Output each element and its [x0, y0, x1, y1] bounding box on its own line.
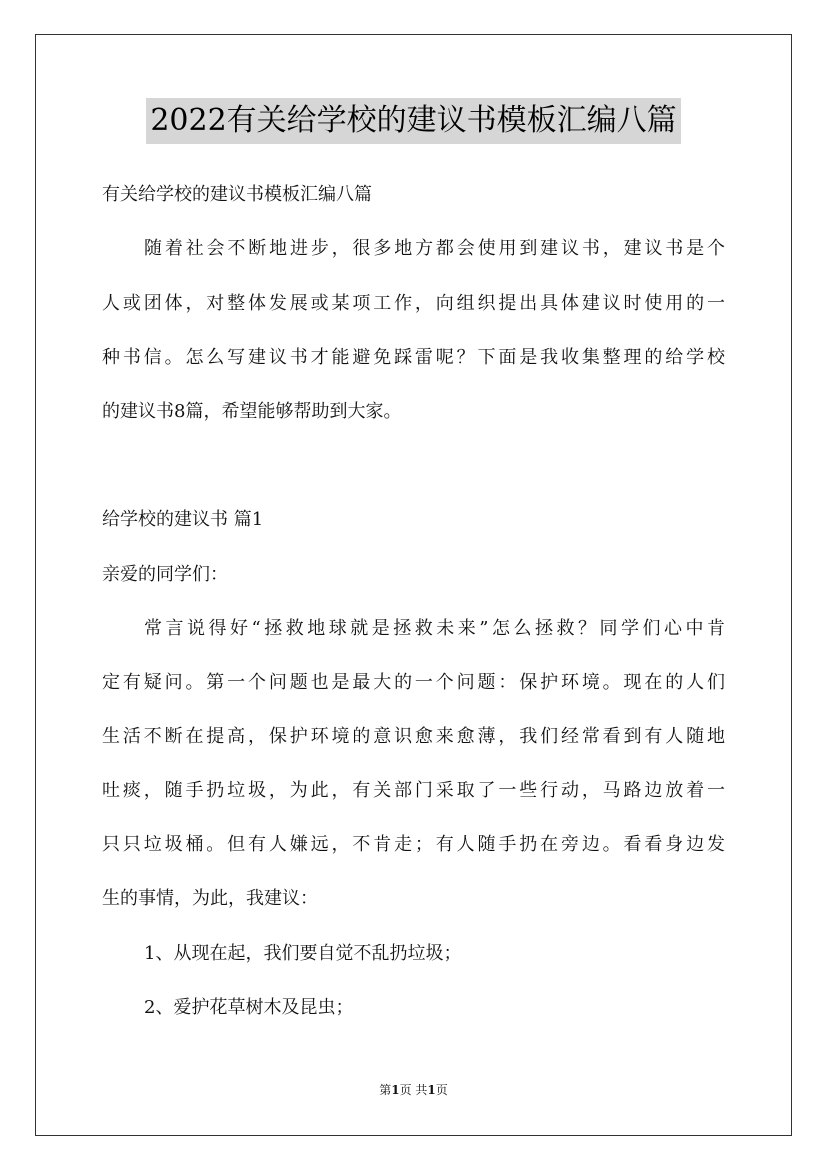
document-title-wrap: [0, 98, 827, 144]
intro-line-4: 的建议书8篇，希望能够帮助到大家。: [102, 401, 402, 422]
footer-suffix: 页: [435, 1083, 448, 1097]
footer-mid: 页 共: [399, 1083, 428, 1097]
body-line-5: 只只垃圾桶。但有人嫌远，不肯走；有人随手扔在旁边。看看身边发: [102, 834, 725, 855]
body-line-1: 常言说得好“拯救地球就是拯救未来”怎么拯救？同学们心中肯: [144, 618, 725, 639]
intro-line-1: 随着社会不断地进步，很多地方都会使用到建议书，建议书是个: [144, 238, 725, 259]
page-footer: [0, 1082, 827, 1098]
body-line-6: 生的事情，为此，我建议：: [102, 888, 318, 909]
intro-line-2: 人或团体，对整体发展或某项工作，向组织提出具体建议时使用的一: [102, 293, 725, 314]
body-line-4: 吐痰，随手扔垃圾，为此，有关部门采取了一些行动，马路边放着一: [102, 780, 725, 801]
footer-page-number: 1: [391, 1083, 400, 1097]
footer-prefix: 第: [379, 1083, 392, 1097]
section-heading: 给学校的建议书 篇1: [102, 509, 264, 530]
body-line-3: 生活不断在提高，保护环境的意识愈来愈薄，我们经常看到有人随地: [102, 726, 725, 747]
salutation: 亲爱的同学们：: [102, 564, 228, 585]
subtitle: 有关给学校的建议书模板汇编八篇: [102, 184, 372, 205]
list-item-1: 1、从现在起，我们要自觉不乱扔垃圾；: [144, 943, 462, 964]
body-line-2: 定有疑问。第一个问题也是最大的一个问题：保护环境。现在的人们: [102, 672, 725, 693]
list-item-2: 2、爱护花草树木及昆虫；: [144, 997, 354, 1018]
footer-total-pages: 1: [427, 1083, 436, 1097]
document-title: 2022有关给学校的建议书模板汇编八篇: [146, 98, 680, 144]
intro-line-3: 种书信。怎么写建议书才能避免踩雷呢？下面是我收集整理的给学校: [102, 347, 725, 368]
